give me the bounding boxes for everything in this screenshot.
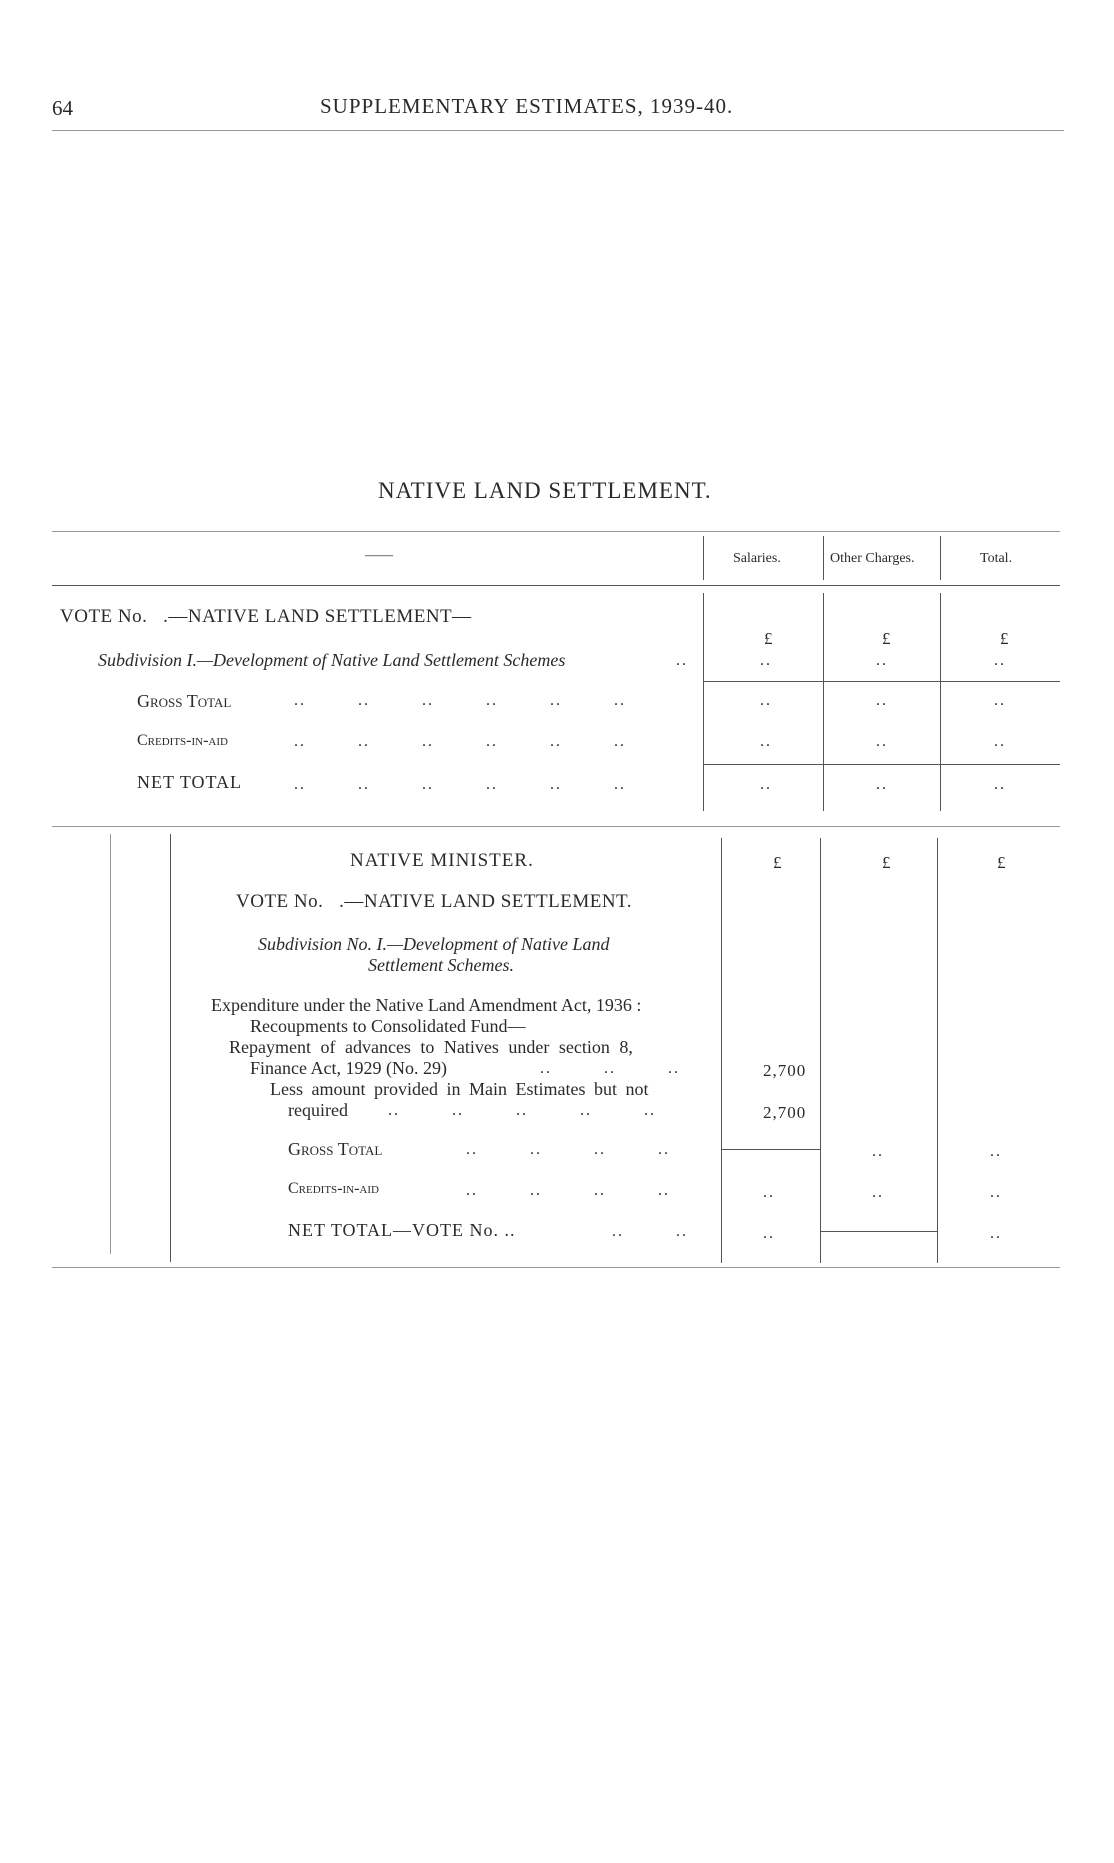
page-number: 64 (52, 96, 73, 120)
detail-salaries-rule (721, 1149, 820, 1150)
summary-head-rule (52, 585, 1060, 586)
summary-currency-salaries: £ (764, 629, 773, 648)
detail-subdivision-line1: Subdivision No. I.—Development of Native Land (258, 934, 610, 954)
section-title: NATIVE LAND SETTLEMENT. (378, 478, 712, 503)
header-rule (52, 130, 1064, 131)
summary-currency-other: £ (882, 629, 891, 648)
detail-col-sep-2 (820, 838, 821, 1263)
summary-body-sep-3 (940, 593, 941, 811)
detail-net-total-salaries: .. (763, 1225, 775, 1242)
summary-net-rule (703, 764, 1060, 765)
detail-less-line2: required (288, 1100, 348, 1120)
summary-subdivision-other: .. (876, 652, 888, 669)
summary-credits-leader: .. .. .. .. .. .. (294, 733, 626, 750)
summary-gross-total-salaries: .. (760, 692, 772, 709)
detail-gross-total-other: .. (872, 1143, 884, 1160)
summary-credits-salaries: .. (760, 733, 772, 750)
detail-repayment-value: 2,700 (763, 1061, 807, 1080)
detail-bottom-rule (52, 1267, 1060, 1268)
summary-subtotal-rule (703, 681, 1060, 682)
detail-less-line1: Less amount provided in Main Estimates but not (270, 1079, 649, 1099)
summary-currency-total: £ (1000, 629, 1009, 648)
summary-subdivision: Subdivision I.—Development of Native Land Settlement Schemes (98, 650, 566, 670)
summary-subdivision-total: .. (994, 652, 1006, 669)
detail-col-sep-3 (937, 838, 938, 1263)
summary-subdivision-leader: .. (676, 652, 688, 669)
detail-gross-total-label: Gross Total (288, 1139, 383, 1159)
summary-body-sep-2 (823, 593, 824, 811)
column-header-salaries: Salaries. (733, 551, 781, 566)
detail-net-total-leader: .. .. (612, 1223, 688, 1240)
detail-expenditure-line: Expenditure under the Native Land Amendment Act, 1936 : (211, 995, 642, 1015)
detail-minister: NATIVE MINISTER. (350, 850, 534, 871)
summary-gross-total-leader: .. .. .. .. .. .. (294, 692, 626, 709)
summary-col-sep-1 (703, 536, 704, 580)
detail-vote-line: VOTE No. .—NATIVE LAND SETTLEMENT. (236, 891, 633, 912)
detail-currency-total: £ (997, 853, 1006, 872)
summary-subdivision-salaries: .. (760, 652, 772, 669)
detail-credits-salaries: .. (763, 1184, 775, 1201)
summary-net-total-leader: .. .. .. .. .. .. (294, 776, 626, 793)
detail-margin-line-2 (170, 834, 171, 1262)
column-header-total: Total. (980, 551, 1013, 566)
summary-credits-label: Credits-in-aid (137, 732, 228, 749)
detail-credits-leader: .. .. .. .. (466, 1182, 670, 1199)
detail-repayment-line2: Finance Act, 1929 (No. 29) (250, 1058, 447, 1078)
detail-credits-total: .. (990, 1184, 1002, 1201)
summary-net-total-other: .. (876, 776, 888, 793)
detail-credits-other: .. (872, 1184, 884, 1201)
detail-subdivision-line2: Settlement Schemes. (368, 955, 514, 975)
summary-vote-line: VOTE No. .—NATIVE LAND SETTLEMENT— (60, 606, 472, 627)
detail-gross-total-leader: .. .. .. .. (466, 1141, 670, 1158)
detail-currency-other: £ (882, 853, 891, 872)
summary-gross-total-other: .. (876, 692, 888, 709)
summary-bottom-rule (52, 826, 1060, 827)
detail-net-rule (820, 1231, 937, 1232)
summary-net-total-salaries: .. (760, 776, 772, 793)
summary-net-total-label: NET TOTAL (137, 772, 243, 792)
summary-stub-heading: —— (365, 548, 393, 563)
summary-col-sep-3 (940, 536, 941, 580)
detail-recoupments-line: Recoupments to Consolidated Fund— (250, 1016, 526, 1036)
detail-gross-total-total: .. (990, 1143, 1002, 1160)
running-title: SUPPLEMENTARY ESTIMATES, 1939-40. (320, 94, 734, 118)
summary-gross-total-label: Gross Total (137, 691, 232, 711)
detail-repayment-leader: .. .. .. (540, 1060, 680, 1077)
detail-col-sep-1 (721, 838, 722, 1263)
summary-body-sep-1 (703, 593, 704, 811)
detail-less-leader: .. .. .. .. .. (388, 1102, 656, 1119)
detail-net-total-label: NET TOTAL—VOTE No. .. (288, 1220, 516, 1240)
summary-gross-total-total: .. (994, 692, 1006, 709)
summary-credits-other: .. (876, 733, 888, 750)
column-header-other-charges: Other Charges. (830, 551, 915, 566)
detail-currency-salaries: £ (773, 853, 782, 872)
summary-net-total-total: .. (994, 776, 1006, 793)
detail-less-value: 2,700 (763, 1103, 807, 1122)
detail-margin-line-1 (110, 834, 111, 1254)
summary-top-rule (52, 531, 1060, 532)
summary-credits-total: .. (994, 733, 1006, 750)
summary-col-sep-2 (823, 536, 824, 580)
detail-credits-label: Credits-in-aid (288, 1180, 379, 1197)
detail-repayment-line1: Repayment of advances to Natives under section 8, (229, 1037, 633, 1057)
detail-net-total-total: .. (990, 1225, 1002, 1242)
